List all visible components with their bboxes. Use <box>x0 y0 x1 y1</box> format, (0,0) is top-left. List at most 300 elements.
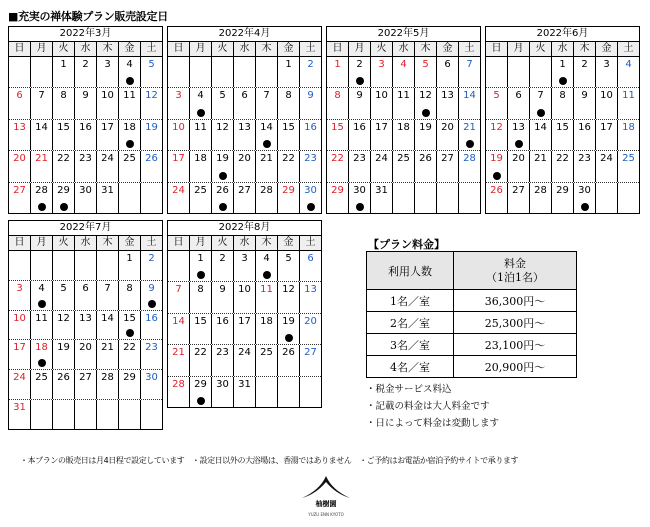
day-cell <box>256 314 278 344</box>
day-cell <box>327 183 349 213</box>
day-number: 2 <box>148 253 155 264</box>
fee-cell: 36,300円～ <box>454 290 577 312</box>
day-cell <box>486 183 508 213</box>
day-cell <box>234 314 256 344</box>
day-cell <box>97 151 119 181</box>
day-cell <box>618 183 639 213</box>
fee-column-header <box>454 252 577 290</box>
day-number: 9 <box>82 90 89 102</box>
day-cell <box>141 251 162 280</box>
day-number: 23 <box>353 153 366 165</box>
day-number: 13 <box>79 312 92 324</box>
day-cell <box>278 120 300 150</box>
weekday-label: 火 <box>530 42 552 56</box>
day-number: 10 <box>172 121 185 133</box>
day-cell <box>278 151 300 181</box>
day-cell <box>53 281 75 310</box>
weekday-label: 土 <box>618 42 639 56</box>
day-cell <box>9 340 31 369</box>
day-number: 13 <box>512 121 525 133</box>
day-number: 8 <box>334 90 341 102</box>
day-cell <box>256 345 278 375</box>
day-number: 19 <box>282 315 295 327</box>
day-cell <box>212 345 234 375</box>
day-cell <box>168 88 190 118</box>
day-number: 28 <box>172 378 185 390</box>
weekday-label: 木 <box>97 42 119 56</box>
day-number: 7 <box>263 90 270 102</box>
day-cell <box>415 183 437 213</box>
week-row <box>9 400 162 429</box>
available-dot-icon <box>466 140 474 148</box>
day-cell <box>256 57 278 87</box>
day-cell <box>119 311 141 340</box>
day-cell <box>141 88 162 118</box>
day-number: 15 <box>194 315 207 327</box>
day-number: 28 <box>463 153 476 165</box>
weekday-label: 土 <box>141 236 162 250</box>
weekday-label: 火 <box>212 236 234 250</box>
day-number: 10 <box>101 90 114 102</box>
day-cell <box>300 57 321 87</box>
weekday-label: 火 <box>53 42 75 56</box>
price-row <box>367 290 577 312</box>
week-row <box>9 183 162 213</box>
day-cell <box>437 57 459 87</box>
day-number: 22 <box>282 153 295 165</box>
day-cell <box>508 88 530 118</box>
day-cell <box>31 88 53 118</box>
day-number: 15 <box>123 312 136 324</box>
day-number: 28 <box>35 184 48 196</box>
available-dot-icon <box>219 203 227 211</box>
week-row <box>486 120 639 151</box>
day-cell <box>190 282 212 312</box>
day-number: 26 <box>216 184 229 196</box>
day-cell <box>574 88 596 118</box>
day-cell <box>190 183 212 213</box>
day-number: 28 <box>101 372 114 384</box>
available-dot-icon <box>38 203 46 211</box>
day-cell <box>234 88 256 118</box>
day-number: 7 <box>38 90 45 102</box>
available-dot-icon <box>126 140 134 148</box>
day-cell <box>300 120 321 150</box>
day-cell <box>119 183 141 213</box>
calendar-month <box>326 26 481 214</box>
day-number: 2 <box>581 59 588 70</box>
day-cell <box>437 183 459 213</box>
day-number: 9 <box>148 282 155 294</box>
day-cell <box>9 57 31 87</box>
day-cell <box>119 251 141 280</box>
logo-name: 柚樹園 <box>315 499 337 508</box>
day-number: 19 <box>216 153 229 165</box>
day-cell <box>31 370 53 399</box>
day-number: 30 <box>79 184 92 196</box>
weekday-label: 土 <box>300 236 321 250</box>
day-cell <box>234 377 256 407</box>
day-cell <box>9 311 31 340</box>
day-cell <box>97 400 119 429</box>
page-title: ■充実の禅体験プラン販売設定日 <box>8 10 168 23</box>
day-cell <box>53 120 75 150</box>
day-number: 20 <box>512 153 525 165</box>
weekday-label: 木 <box>256 236 278 250</box>
weekday-label: 金 <box>278 42 300 56</box>
weekday-label: 日 <box>9 236 31 250</box>
day-cell <box>486 88 508 118</box>
weekday-label: 金 <box>278 236 300 250</box>
day-number: 24 <box>13 372 26 384</box>
day-number: 5 <box>219 90 226 102</box>
roof-logo-icon <box>284 474 368 500</box>
day-cell <box>437 151 459 181</box>
day-cell <box>9 120 31 150</box>
day-cell <box>437 88 459 118</box>
day-cell <box>508 151 530 181</box>
day-number: 18 <box>397 121 410 133</box>
logo <box>284 474 368 524</box>
week-row <box>9 251 162 281</box>
available-dot-icon <box>559 77 567 85</box>
day-number: 2 <box>356 59 363 70</box>
available-dot-icon <box>197 109 205 117</box>
day-cell <box>97 88 119 118</box>
day-number: 13 <box>13 121 26 133</box>
available-dot-icon <box>148 300 156 308</box>
available-dot-icon <box>537 109 545 117</box>
day-number: 15 <box>282 121 295 133</box>
day-number: 22 <box>57 153 70 165</box>
day-number: 24 <box>238 347 251 359</box>
day-number: 8 <box>126 282 133 294</box>
people-cell: 1名／室 <box>367 290 454 312</box>
weekday-label: 水 <box>75 42 97 56</box>
weekday-label: 日 <box>9 42 31 56</box>
day-number: 22 <box>194 347 207 359</box>
day-cell <box>234 183 256 213</box>
day-number: 6 <box>82 282 89 294</box>
day-cell <box>31 311 53 340</box>
day-number: 3 <box>603 59 610 70</box>
price-row <box>367 312 577 334</box>
calendar-month <box>8 26 163 214</box>
weekday-header-row <box>486 42 639 57</box>
day-cell <box>9 281 31 310</box>
day-number: 11 <box>397 90 410 102</box>
day-number: 31 <box>375 184 388 196</box>
day-cell <box>97 281 119 310</box>
day-cell <box>437 120 459 150</box>
day-cell <box>349 183 371 213</box>
week-row <box>168 151 321 182</box>
day-cell <box>415 88 437 118</box>
day-number: 1 <box>197 253 204 264</box>
day-cell <box>552 183 574 213</box>
weekday-label: 月 <box>190 42 212 56</box>
note-adult-price: ・記載の料金は大人料金です <box>366 401 490 412</box>
day-number: 13 <box>304 284 317 296</box>
fee-cell: 25,300円～ <box>454 312 577 334</box>
day-number: 6 <box>16 90 23 102</box>
day-number: 25 <box>194 184 207 196</box>
day-number: 11 <box>260 284 273 296</box>
weekday-label: 水 <box>552 42 574 56</box>
day-cell <box>75 88 97 118</box>
week-row <box>327 183 480 213</box>
day-number: 16 <box>79 121 92 133</box>
month-title: 2022年4月 <box>168 27 321 42</box>
week-row <box>168 345 321 376</box>
weekday-label: 水 <box>75 236 97 250</box>
day-cell <box>190 377 212 407</box>
logo-subtitle: YUZU ENN KYOTO <box>308 512 344 517</box>
day-number: 26 <box>419 153 432 165</box>
weekday-label: 月 <box>190 236 212 250</box>
day-number: 10 <box>238 284 251 296</box>
week-row <box>168 120 321 151</box>
day-number: 1 <box>334 59 341 70</box>
day-cell <box>278 314 300 344</box>
day-number: 5 <box>60 282 67 294</box>
week-row <box>168 183 321 213</box>
day-number: 27 <box>441 153 454 165</box>
day-cell <box>53 311 75 340</box>
day-cell <box>212 151 234 181</box>
day-number: 3 <box>378 59 385 70</box>
price-row <box>367 334 577 356</box>
day-cell <box>278 251 300 281</box>
day-number: 2 <box>307 59 314 70</box>
day-cell <box>212 183 234 213</box>
day-number: 31 <box>238 378 251 390</box>
weekday-label: 月 <box>31 236 53 250</box>
day-cell <box>530 183 552 213</box>
day-cell <box>31 251 53 280</box>
day-number: 14 <box>534 121 547 133</box>
day-cell <box>393 88 415 118</box>
weekday-label: 水 <box>234 42 256 56</box>
day-number: 9 <box>581 90 588 102</box>
day-cell <box>552 88 574 118</box>
day-cell <box>119 57 141 87</box>
day-cell <box>618 57 639 87</box>
day-cell <box>141 151 162 181</box>
day-cell <box>486 120 508 150</box>
day-cell <box>552 151 574 181</box>
week-row <box>168 57 321 88</box>
day-cell <box>234 151 256 181</box>
day-number: 22 <box>556 153 569 165</box>
day-number: 11 <box>35 312 48 324</box>
day-cell <box>349 57 371 87</box>
weekday-label: 金 <box>437 42 459 56</box>
day-cell <box>141 120 162 150</box>
available-dot-icon <box>307 203 315 211</box>
day-cell <box>75 183 97 213</box>
day-number: 11 <box>622 90 635 102</box>
day-number: 27 <box>512 184 525 196</box>
day-cell <box>371 151 393 181</box>
weekday-label: 月 <box>349 42 371 56</box>
weekday-header-row <box>9 236 162 251</box>
day-number: 14 <box>172 315 185 327</box>
day-number: 16 <box>578 121 591 133</box>
week-row <box>327 120 480 151</box>
day-cell <box>75 340 97 369</box>
day-number: 26 <box>282 347 295 359</box>
available-dot-icon <box>422 109 430 117</box>
week-row <box>486 57 639 88</box>
day-number: 12 <box>490 121 503 133</box>
day-cell <box>212 120 234 150</box>
day-cell <box>141 340 162 369</box>
weekday-label: 水 <box>393 42 415 56</box>
month-title: 2022年8月 <box>168 221 321 236</box>
people-column-header: 利用人数 <box>367 252 454 290</box>
day-cell <box>256 88 278 118</box>
available-dot-icon <box>197 271 205 279</box>
day-cell <box>596 57 618 87</box>
day-cell <box>141 57 162 87</box>
day-cell <box>300 251 321 281</box>
day-cell <box>371 183 393 213</box>
day-cell <box>53 151 75 181</box>
day-number: 29 <box>123 372 136 384</box>
day-cell <box>31 120 53 150</box>
day-number: 30 <box>353 184 366 196</box>
week-row <box>9 370 162 400</box>
day-number: 21 <box>172 347 185 359</box>
available-dot-icon <box>263 140 271 148</box>
week-row <box>9 151 162 182</box>
day-cell <box>53 340 75 369</box>
day-number: 17 <box>375 121 388 133</box>
day-cell <box>508 57 530 87</box>
weekday-label: 金 <box>119 42 141 56</box>
day-number: 12 <box>145 90 158 102</box>
weekday-header-row <box>327 42 480 57</box>
day-number: 21 <box>35 153 48 165</box>
day-number: 18 <box>622 121 635 133</box>
day-cell <box>256 120 278 150</box>
day-cell <box>75 311 97 340</box>
day-number: 30 <box>304 184 317 196</box>
day-number: 3 <box>104 59 111 70</box>
weekday-label: 金 <box>119 236 141 250</box>
week-row <box>327 151 480 182</box>
day-cell <box>574 183 596 213</box>
available-dot-icon <box>515 140 523 148</box>
day-number: 29 <box>57 184 70 196</box>
day-cell <box>371 120 393 150</box>
day-cell <box>31 400 53 429</box>
available-dot-icon <box>219 172 227 180</box>
day-cell <box>190 314 212 344</box>
day-number: 23 <box>79 153 92 165</box>
day-cell <box>596 183 618 213</box>
day-cell <box>596 120 618 150</box>
available-dot-icon <box>38 300 46 308</box>
day-number: 9 <box>219 284 226 296</box>
day-cell <box>119 281 141 310</box>
day-number: 10 <box>375 90 388 102</box>
day-cell <box>256 377 278 407</box>
available-dot-icon <box>493 172 501 180</box>
day-number: 30 <box>145 372 158 384</box>
day-cell <box>190 251 212 281</box>
day-cell <box>97 340 119 369</box>
weekday-label: 月 <box>31 42 53 56</box>
day-cell <box>393 151 415 181</box>
day-number: 29 <box>556 184 569 196</box>
fee-header-line2: （1泊1名） <box>486 270 544 284</box>
available-dot-icon <box>356 203 364 211</box>
day-cell <box>415 151 437 181</box>
day-cell <box>75 251 97 280</box>
day-number: 19 <box>145 121 158 133</box>
available-dot-icon <box>126 329 134 337</box>
day-cell <box>97 370 119 399</box>
day-cell <box>75 370 97 399</box>
day-number: 4 <box>38 282 45 294</box>
day-number: 29 <box>331 184 344 196</box>
day-number: 13 <box>238 121 251 133</box>
weekday-label: 月 <box>508 42 530 56</box>
day-cell <box>168 57 190 87</box>
day-cell <box>530 151 552 181</box>
day-cell <box>371 88 393 118</box>
day-number: 17 <box>172 153 185 165</box>
weekday-label: 日 <box>168 236 190 250</box>
day-cell <box>212 88 234 118</box>
month-title: 2022年7月 <box>9 221 162 236</box>
day-cell <box>190 345 212 375</box>
weekday-label: 日 <box>486 42 508 56</box>
day-number: 8 <box>559 90 566 102</box>
day-cell <box>168 183 190 213</box>
day-cell <box>190 120 212 150</box>
day-number: 23 <box>304 153 317 165</box>
day-cell <box>530 57 552 87</box>
weekday-header-row <box>168 236 321 251</box>
day-cell <box>596 88 618 118</box>
day-number: 26 <box>145 153 158 165</box>
day-number: 7 <box>104 282 111 294</box>
day-number: 6 <box>515 90 522 102</box>
day-cell <box>97 183 119 213</box>
available-dot-icon <box>581 203 589 211</box>
day-cell <box>327 151 349 181</box>
people-cell: 4名／室 <box>367 356 454 378</box>
day-cell <box>459 183 480 213</box>
calendar-month <box>167 26 322 214</box>
day-cell <box>75 57 97 87</box>
day-number: 26 <box>490 184 503 196</box>
people-cell: 2名／室 <box>367 312 454 334</box>
weekday-label: 木 <box>574 42 596 56</box>
day-number: 2 <box>219 253 226 264</box>
day-cell <box>212 57 234 87</box>
day-number: 27 <box>13 184 26 196</box>
day-number: 8 <box>60 90 67 102</box>
calendar-month <box>167 220 322 408</box>
day-number: 18 <box>260 315 273 327</box>
day-cell <box>552 57 574 87</box>
week-row <box>9 311 162 341</box>
day-cell <box>393 183 415 213</box>
